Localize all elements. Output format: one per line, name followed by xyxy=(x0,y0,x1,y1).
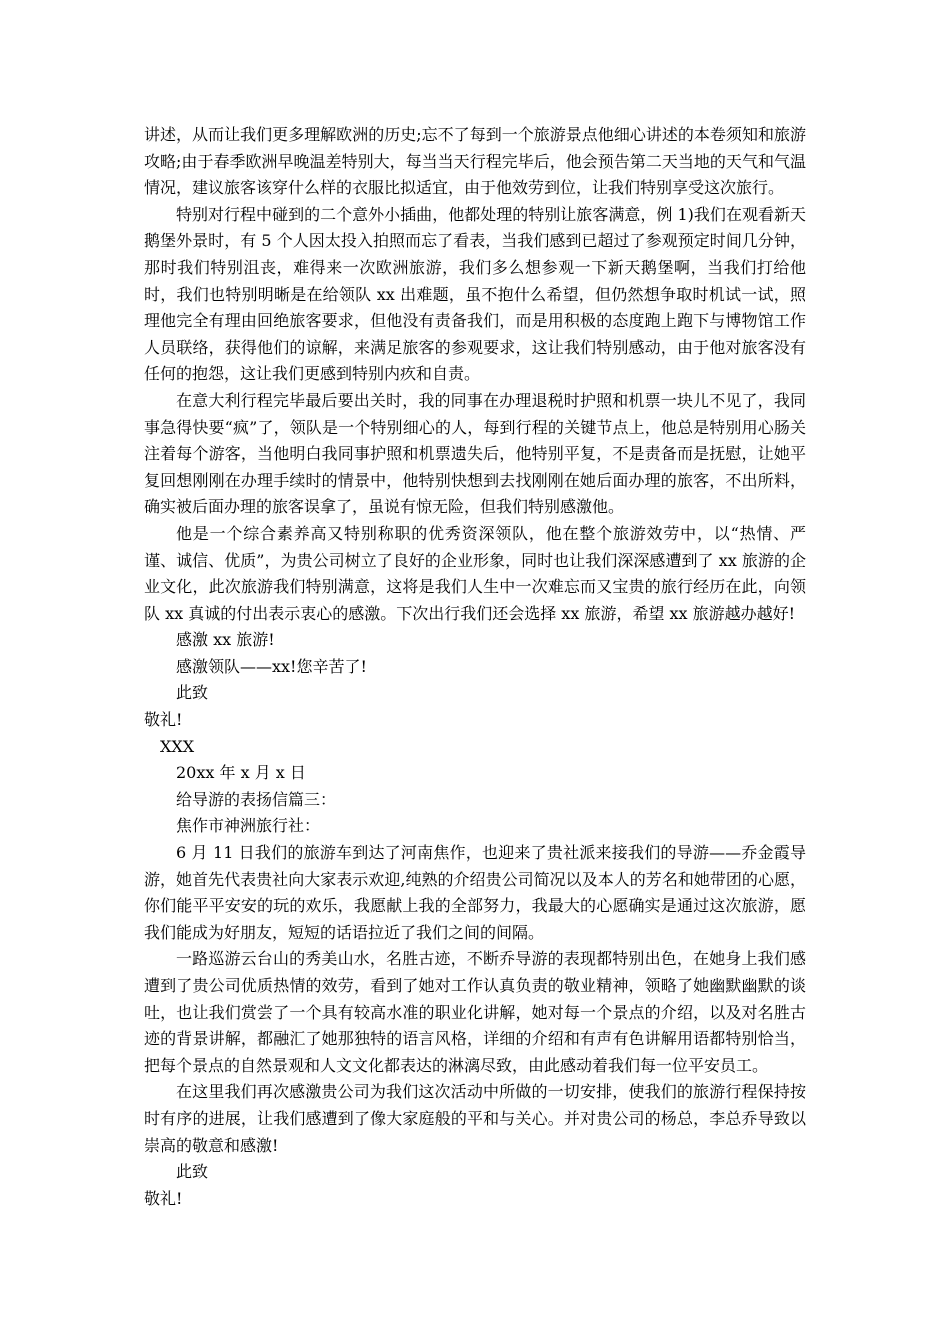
paragraph-passport-incident: 在意大利行程完毕最后要出关时，我的同事在办理退税时护照和机票一块儿不见了，我同事急得快要“疯”了，领队是一个特别细心的人，每到行程的关键节点上，他总是特别用心肠关注着每个游客，当他明白我同事护照和机票遗失后，他特别平复，不是责备而是抚慰，让她平复回想刚刚在办理手续时的情景中，他特别快想到去找刚刚在她后面办理的旅客，不出所料，确实被后面办理的旅客误拿了，虽说有惊无险，但我们特别感激他。 xyxy=(144,390,806,517)
signature-name: XXX xyxy=(160,736,195,756)
thanks-agency: 感激 xx 旅游! xyxy=(176,630,275,650)
paragraph-praise-leader: 他是一个综合素养高又特别称职的优秀资深领队，他在整个旅游效劳中，以“热情、严谨、诚信、优质”，为贵公司树立了良好的企业形象，同时也让我们深深感遭到了 xx 旅游的企业文化，此次旅游我们特别满意，这将是我们人生中一次难忘而又宝贵的旅行经历在此，向领队 xx 真诚的付出表示衷心的感激。下次出行我们还会选择 xx 旅游，希望 xx 旅游越办越好! xyxy=(144,523,806,623)
closing-jingli: 敬礼! xyxy=(144,710,183,730)
section-title: 给导游的表扬信篇三： xyxy=(176,789,337,809)
paragraph-continuation: 讲述，从而让我们更多理解欧洲的历史;忘不了每到一个旅游景点他细心讲述的本卷须知和旅游攻略;由于春季欧洲早晚温差特别大，每当当天行程完毕后，他会预告第二天当地的天气和气温情况，建议旅客该穿什么样的衣服比拟适宜，由于他效劳到位，让我们特别享受这次旅行。 xyxy=(144,125,806,198)
closing-cizhi: 此致 xyxy=(176,683,209,703)
thanks-leader: 感激领队——xx!您辛苦了! xyxy=(176,656,367,676)
salutation: 焦作市神洲旅行社： xyxy=(176,816,321,836)
paragraph-yuntai-tour: 一路巡游云台山的秀美山水，名胜古迹，不断乔导游的表现都特别出色，在她身上我们感遭到了贵公司优质热情的效劳，看到了她对工作认真负责的敬业精神，领略了她幽默幽默的谈吐，也让我们赏尝了一个具有较高水准的职业化讲解，她对每一个景点的介绍，以及对名胜古迹的背景讲解，都融汇了她那独特的语言风格，详细的介绍和有声有色讲解用语都特别恰当，把每个景点的自然景观和人文文化都表达的淋漓尽致，由此感动着我们每一位平安员工。 xyxy=(144,949,806,1075)
closing-cizhi-2: 此致 xyxy=(176,1162,209,1182)
signature-date: 20xx 年 x 月 x 日 xyxy=(176,763,306,783)
closing-jingli-2: 敬礼! xyxy=(144,1188,183,1208)
paragraph-neuschwanstein-incident: 特别对行程中碰到的二个意外小插曲，他都处理的特别让旅客满意，例 1)我们在观看新天鹅堡外景时，有 5 个人因太投入拍照而忘了看表，当我们感到已超过了参观预定时间几分钟，那时我们特别沮丧，难得来一次欧洲旅游，我们多么想参观一下新天鹅堡啊，当我们打给他时，我们也特别明晰是在给领队 xx 出难题，虽不抱什么希望，但仍然想争取时机试一试，照理他完全有理由回绝旅客要求，但他没有责备我们，而是用积极的态度跑上跑下与博物馆工作人员联络，获得他们的谅解，来满足旅客的参观要求，这让我们特别感动，由于他对旅客没有任何的抱怨，这让我们更感到特别内疚和自责。 xyxy=(144,204,806,384)
paragraph-gratitude: 在这里我们再次感激贵公司为我们这次活动中所做的一切安排，使我们的旅游行程保持按时有序的进展，让我们感遭到了像大家庭般的平和与关心。并对贵公司的杨总，李总乔导致以崇高的敬意和感激! xyxy=(144,1082,806,1155)
letter-body xyxy=(144,122,806,1212)
paragraph-arrival: 6 月 11 日我们的旅游车到达了河南焦作，也迎来了贵社派来接我们的导游——乔金霞导游，她首先代表贵社向大家表示欢迎,纯熟的介绍贵公司简况以及本人的芳名和她带团的心愿，你们能平平安安的玩的欢乐，我愿献上我的全部努力，我最大的心愿确实是通过这次旅游，愿我们能成为好朋友，短短的话语拉近了我们之间的间隔。 xyxy=(144,843,806,942)
